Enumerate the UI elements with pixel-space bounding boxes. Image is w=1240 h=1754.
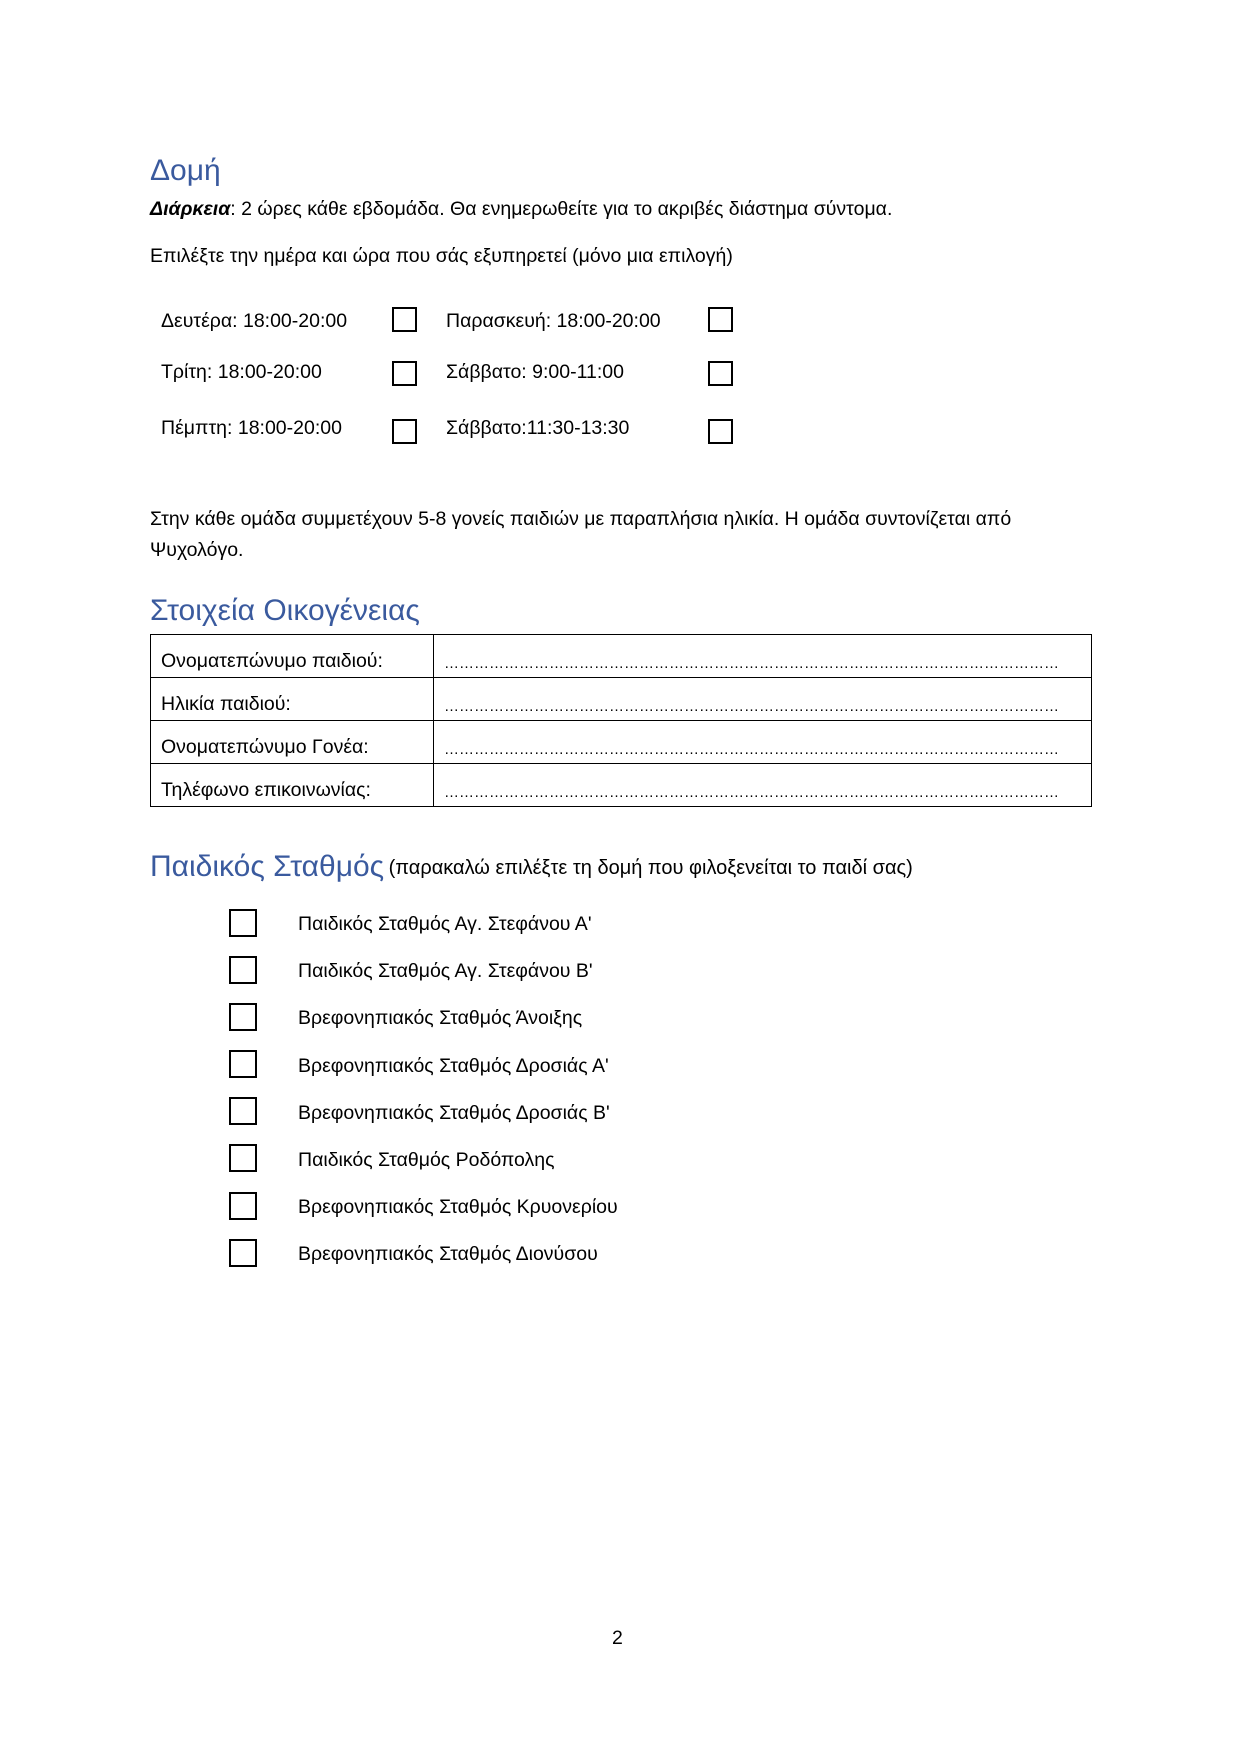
slot-label-saturday-morning: Σάββατο: 9:00-11:00	[446, 361, 624, 383]
nursery-option-label: Παιδικός Σταθμός Αγ. Στεφάνου Β'	[298, 960, 593, 982]
table-row	[151, 635, 1092, 678]
table-row	[151, 678, 1092, 721]
nursery-checkbox[interactable]	[229, 1192, 257, 1220]
section-heading-family: Στοιχεία Οικογένειας	[150, 594, 420, 627]
table-row	[151, 764, 1092, 807]
parent-name-label: Ονοματεπώνυμο Γονέα:	[151, 721, 434, 764]
nursery-checkbox[interactable]	[229, 956, 257, 984]
family-info-table	[150, 634, 1092, 807]
duration-label: Διάρκεια	[150, 198, 231, 220]
section-heading-nursery: Παιδικός Σταθμός	[150, 850, 385, 883]
table-row	[151, 721, 1092, 764]
nursery-note: (παρακαλώ επιλέξτε τη δομή που φιλοξενείται το παιδί σας)	[388, 857, 913, 879]
nursery-checkbox[interactable]	[229, 1239, 257, 1267]
nursery-checkbox[interactable]	[229, 1097, 257, 1125]
phone-label: Τηλέφωνο επικοινωνίας:	[151, 764, 434, 807]
nursery-checkbox[interactable]	[229, 1050, 257, 1078]
child-name-field[interactable]: ……………………………………………………………………………………………………………	[434, 635, 1092, 678]
nursery-option-label: Παιδικός Σταθμός Ροδόπολης	[298, 1149, 555, 1171]
slot-label-saturday-midday: Σάββατο:11:30-13:30	[446, 417, 630, 439]
nursery-option-label: Βρεφονηπιακός Σταθμός Δροσιάς Α'	[298, 1055, 609, 1077]
slot-checkbox-tuesday[interactable]	[392, 361, 417, 386]
slot-checkbox-saturday-midday[interactable]	[708, 419, 733, 444]
nursery-checkbox[interactable]	[229, 1003, 257, 1031]
nursery-option-label: Βρεφονηπιακός Σταθμός Άνοιξης	[298, 1007, 583, 1029]
nursery-option-label: Παιδικός Σταθμός Αγ. Στεφάνου Α'	[298, 913, 592, 935]
nursery-option-label: Βρεφονηπιακός Σταθμός Κρυονερίου	[298, 1196, 618, 1218]
slot-checkbox-monday[interactable]	[392, 307, 417, 332]
child-name-label: Ονοματεπώνυμο παιδιού:	[151, 635, 434, 678]
slot-checkbox-saturday-morning[interactable]	[708, 361, 733, 386]
slot-checkbox-friday[interactable]	[708, 307, 733, 332]
nursery-option-label: Βρεφονηπιακός Σταθμός Διονύσου	[298, 1243, 598, 1265]
child-age-label: Ηλικία παιδιού:	[151, 678, 434, 721]
duration-line	[150, 194, 892, 224]
slot-checkbox-thursday[interactable]	[392, 419, 417, 444]
duration-text: : 2 ώρες κάθε εβδομάδα. Θα ενημερωθείτε για το ακριβές διάστημα σύντομα.	[230, 198, 893, 220]
nursery-checkbox[interactable]	[229, 909, 257, 937]
parent-name-field[interactable]: ……………………………………………………………………………………………………………	[434, 721, 1092, 764]
choose-instruction: Επιλέξτε την ημέρα και ώρα που σάς εξυπηρετεί (μόνο μια επιλογή)	[150, 245, 733, 267]
group-description: Στην κάθε ομάδα συμμετέχουν 5-8 γονείς παιδιών με παραπλήσια ηλικία. Η ομάδα συντονίζεται από Ψυχολόγο.	[150, 508, 1012, 561]
child-age-field[interactable]: ……………………………………………………………………………………………………………	[434, 678, 1092, 721]
slot-label-friday: Παρασκευή: 18:00-20:00	[446, 310, 661, 332]
slot-label-thursday: Πέμπτη: 18:00-20:00	[161, 417, 342, 439]
slot-label-monday: Δευτέρα: 18:00-20:00	[161, 310, 348, 332]
section-heading-structure: Δομή	[150, 154, 221, 187]
nursery-option-label: Βρεφονηπιακός Σταθμός Δροσιάς Β'	[298, 1102, 610, 1124]
slot-label-tuesday: Τρίτη: 18:00-20:00	[161, 361, 322, 383]
page-number: 2	[612, 1627, 623, 1649]
nursery-heading-line	[150, 850, 913, 884]
nursery-checkbox[interactable]	[229, 1144, 257, 1172]
phone-field[interactable]: ……………………………………………………………………………………………………………	[434, 764, 1092, 807]
